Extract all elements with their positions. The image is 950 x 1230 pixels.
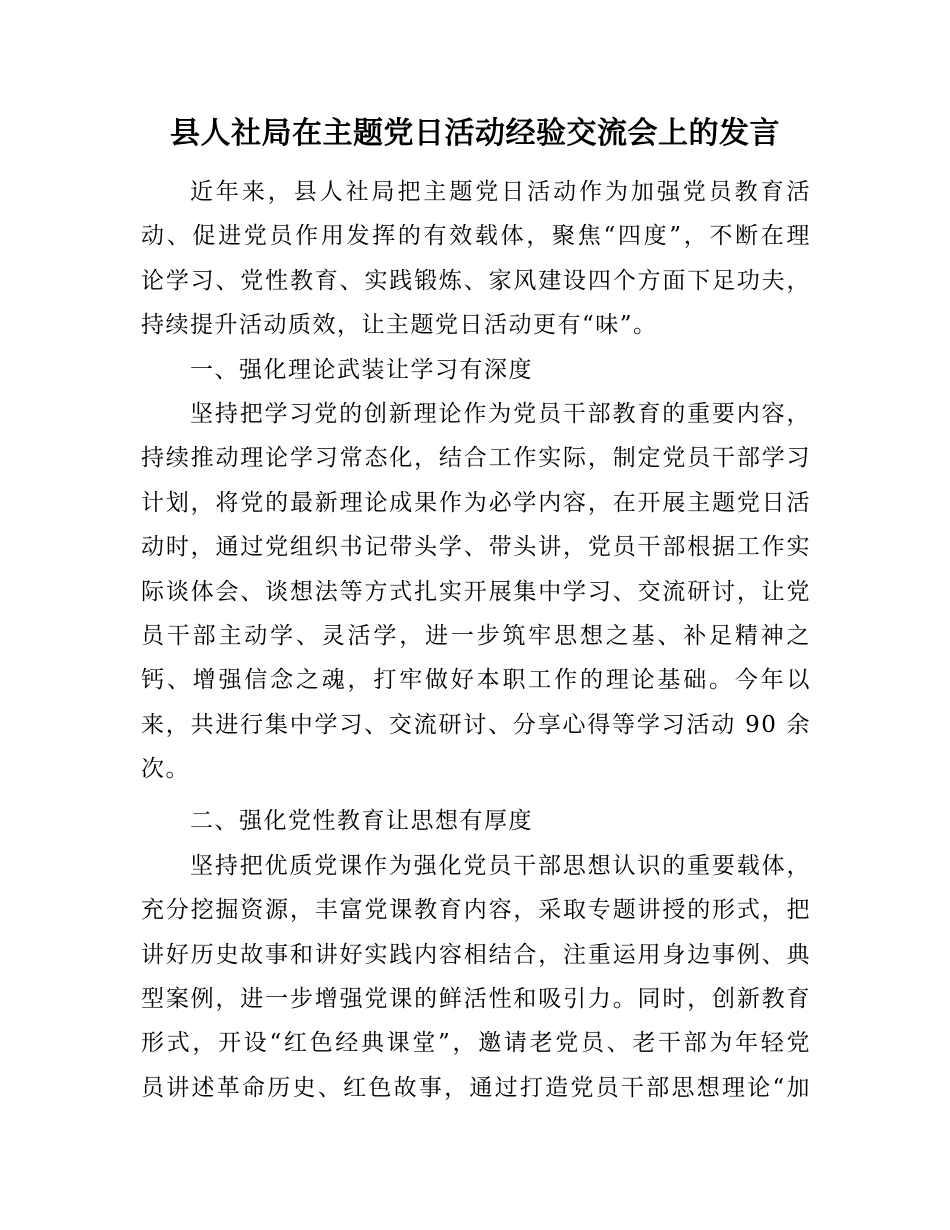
document-body — [141, 170, 811, 1110]
document-title: 县人社局在主题党日活动经验交流会上的发言 — [170, 116, 780, 151]
section-heading-1: 一、强化理论武装让学习有深度 — [190, 356, 533, 383]
section-heading-2: 二、强化党性教育让思想有厚度 — [190, 808, 533, 835]
paragraph-line: 员干部主动学、灵活学，进一步筑牢思想之基、补足精神之 — [141, 622, 811, 649]
paragraph-line: 动时，通过党组织书记带头学、带头讲，党员干部根据工作实 — [141, 534, 811, 561]
paragraph-line: 近年来，县人社局把主题党日活动作为加强党员教育活 — [190, 179, 811, 205]
paragraph-line: 际谈体会、谈想法等方式扎实开展集中学习、交流研讨，让党 — [141, 578, 811, 605]
section-gap — [141, 791, 811, 799]
paragraph-line: 讲好历史故事和讲好实践内容相结合，注重运用身边事例、典 — [141, 941, 811, 968]
paragraph-line: 形式，开设“红色经典课堂”，邀请老党员、老干部为年轻党 — [141, 1030, 811, 1057]
paragraph-line: 论学习、党性教育、实践锻炼、家风建设四个方面下足功夫， — [141, 267, 811, 294]
paragraph-line: 钙、增强信念之魂，打牢做好本职工作的理论基础。今年以 — [141, 667, 811, 694]
paragraph-line: 持续推动理论学习常态化，结合工作实际，制定党员干部学习 — [141, 445, 811, 472]
paragraph-line: 计划，将党的最新理论成果作为必学内容，在开展主题党日活 — [141, 489, 811, 516]
paragraph-line: 持续提升活动质效，让主题党日活动更有“味”。 — [141, 312, 658, 339]
paragraph-line: 次。 — [141, 756, 190, 783]
paragraph-line: 坚持把学习党的创新理论作为党员干部教育的重要内容， — [190, 400, 811, 427]
paragraph-line: 坚持把优质党课作为强化党员干部思想认识的重要载体， — [190, 852, 811, 879]
paragraph-line: 员讲述革命历史、红色故事，通过打造党员干部思想理论“加 — [141, 1074, 811, 1101]
paragraph-line: 型案例，进一步增强党课的鲜活性和吸引力。同时，创新教育 — [141, 986, 811, 1013]
paragraph-line: 来，共进行集中学习、交流研讨、分享心得等学习活动 90 余 — [141, 711, 811, 738]
paragraph-line: 充分挖掘资源，丰富党课教育内容，采取专题讲授的形式，把 — [141, 897, 811, 924]
paragraph-line: 动、促进党员作用发挥的有效载体，聚焦“四度”，不断在理 — [141, 223, 811, 250]
